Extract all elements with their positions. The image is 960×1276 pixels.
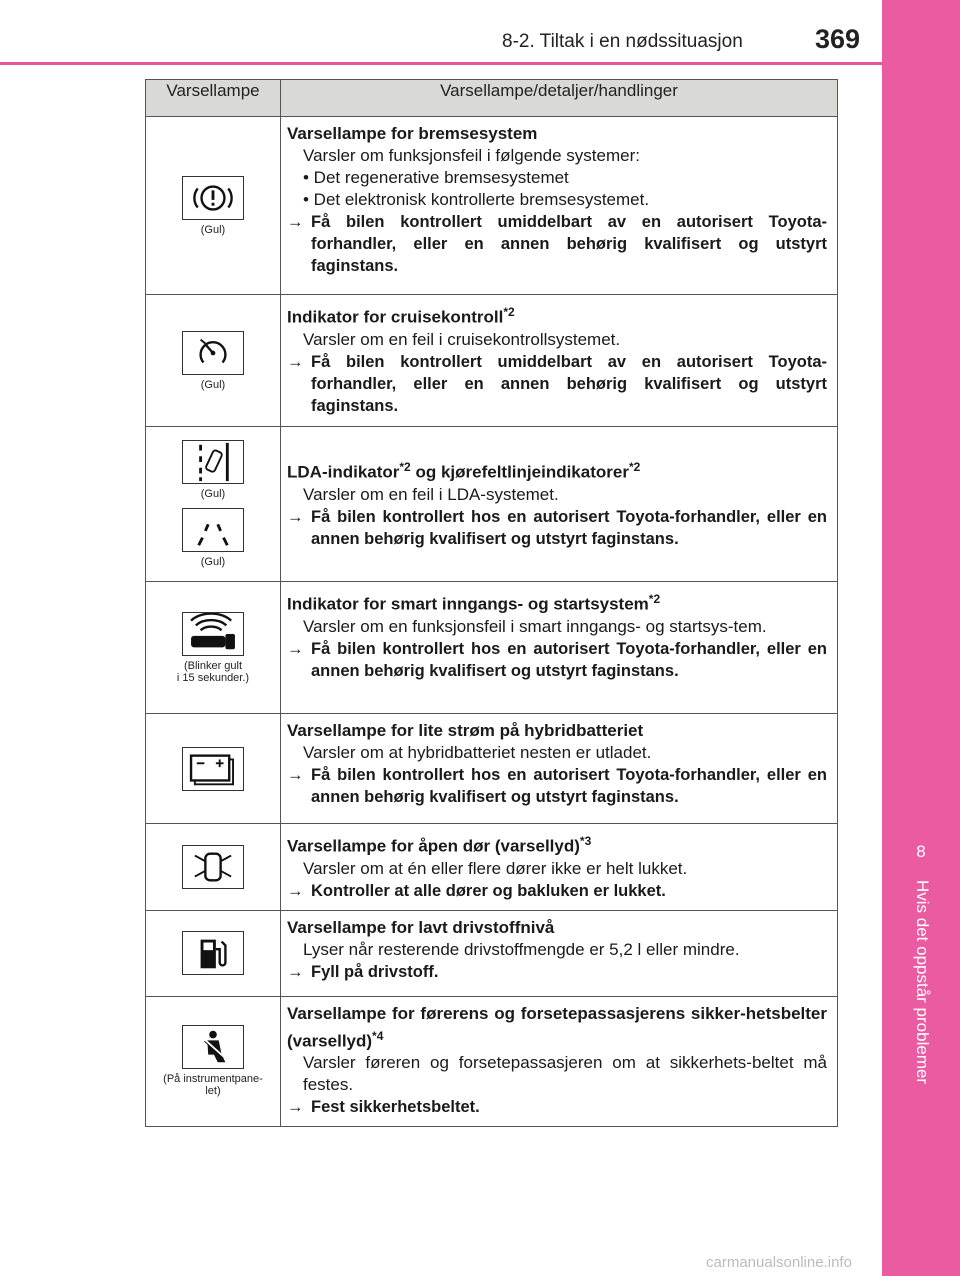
icon-cell [146,910,281,996]
chapter-title: Hvis det oppstår problemer [913,880,932,1085]
table-header-row [146,80,838,117]
fuel-icon [182,931,244,975]
action-text: → Kontroller at alle dører og bakluken er lukket. [287,881,666,900]
description-cell [281,824,838,911]
arrow-icon: → [287,639,304,658]
description-cell [281,295,838,427]
description-cell [281,714,838,824]
row-title: Varsellampe for lite strøm på hybridbatteriet [287,721,644,740]
row-title: Varsellampe for bremsesystem [287,124,538,143]
icon-cell [146,117,281,295]
description-cell [281,117,838,295]
icon-caption: (Gul) [200,223,226,236]
column-header-lamp: Varsellampe [146,80,281,117]
arrow-icon: → [287,507,304,526]
lda-icon [182,440,244,484]
table-row [146,996,838,1127]
row-title: Varsellampe for førerens og forsetepassasjerens sikker-hetsbelter (varsellyd)$^{*4}$ [287,1003,827,1051]
row-text: Varsler om funksjonsfeil i følgende systemer: [303,146,640,165]
row-text: Varsler føreren og forsetepassasjeren om at sikkerhets-beltet må festes. [303,1053,827,1095]
description-cell [281,996,838,1127]
lane-lines-icon [182,508,244,552]
action-text: → Fyll på drivstoff. [287,962,439,981]
icon-caption: (Gul) [200,556,226,568]
arrow-icon: → [287,1098,304,1117]
arrow-icon: → [287,352,304,371]
action-text: → Få bilen kontrollert hos en autorisert Toyota-forhandler, eller en annen behørig kvalifisert og utstyrt faginstans. [287,507,827,548]
icon-cell [146,295,281,427]
row-title: LDA-indikator$^{*2}$ og kjørefeltlinjeindikatorer$^{*2}$ [287,460,641,482]
column-header-details: Varsellampe/detaljer/handlinger [281,80,838,117]
table-row [146,582,838,714]
row-text: Varsler om en feil i LDA-systemet. [303,484,559,504]
hybrid-battery-icon [182,747,244,791]
icon-cell [146,582,281,714]
row-title: Varsellampe for lavt drivstoffnivå [287,917,555,937]
icon-caption: (På instrumentpane- let) [163,1073,263,1098]
icon-caption: (Gul) [200,378,226,391]
watermark: carmanualsonline.info [706,1254,852,1271]
table-row [146,117,838,295]
action-text: → Få bilen kontrollert hos en autorisert Toyota-forhandler, eller en annen behørig kvalifisert og utstyrt faginstans. [287,639,827,680]
description-cell [281,910,838,996]
header-rule [0,62,882,65]
description-cell [281,582,838,714]
icon-cell [146,714,281,824]
row-text: Varsler om en funksjonsfeil i smart inngangs- og startsys-tem. [303,616,767,636]
row-title: Indikator for smart inngangs- og startsystem$^{*2}$ [287,592,661,614]
row-text: Varsler om at én eller flere dører ikke er helt lukket. [303,858,688,878]
table-row [146,824,838,911]
action-text: → Få bilen kontrollert hos en autorisert Toyota-forhandler, eller en annen behørig kvalifisert og utstyrt faginstans. [287,766,827,806]
bullet: • Det elektronisk kontrollerte bremsesystemet. [303,190,650,209]
arrow-icon: → [287,881,304,900]
brake-warning-icon [182,176,244,220]
action-text: → Fest sikkerhetsbeltet. [287,1098,480,1117]
section-title: 8-2. Tiltak i en nødssituasjon [502,31,743,52]
seatbelt-icon [182,1025,244,1069]
open-door-icon [182,845,244,889]
table-row [146,427,838,582]
warning-lights-table [145,79,838,1127]
action-text: → Få bilen kontrollert umiddelbart av en autorisert Toyota-forhandler, eller en annen behørig kvalifisert og utstyrt faginstans. [287,213,827,275]
arrow-icon: → [287,213,304,231]
row-text: Varsler om at hybridbatteriet nesten er utladet. [303,743,652,762]
description-cell [281,427,838,582]
icon-caption: (Blinker gult i 15 sekunder.) [176,659,250,684]
icon-cell [146,824,281,911]
table-row [146,714,838,824]
chapter-title-wrap [904,880,944,1140]
cruise-control-icon [182,331,244,375]
bullet: • Det regenerative bremsesystemet [303,168,569,187]
chapter-number: 8 [916,842,926,861]
icon-cell [146,996,281,1127]
table-row [146,910,838,996]
arrow-icon: → [287,766,304,784]
action-text: → Få bilen kontrollert umiddelbart av en autorisert Toyota-forhandler, eller en annen behørig kvalifisert og utstyrt faginstans. [287,352,827,415]
row-title: Varsellampe for åpen dør (varsellyd)$^{*3}$ [287,834,592,856]
row-text: Varsler om en feil i cruisekontrollsystemet. [303,329,621,349]
row-text: Lyser når resterende drivstoffmengde er 5,2 l eller mindre. [303,939,740,959]
row-title: Indikator for cruisekontroll$^{*2}$ [287,305,515,327]
table-row [146,295,838,427]
page-number: 369 [815,24,861,54]
icon-cell [146,427,281,582]
arrow-icon: → [287,962,304,981]
icon-caption: (Gul) [200,488,226,500]
smart-key-icon [182,612,244,656]
